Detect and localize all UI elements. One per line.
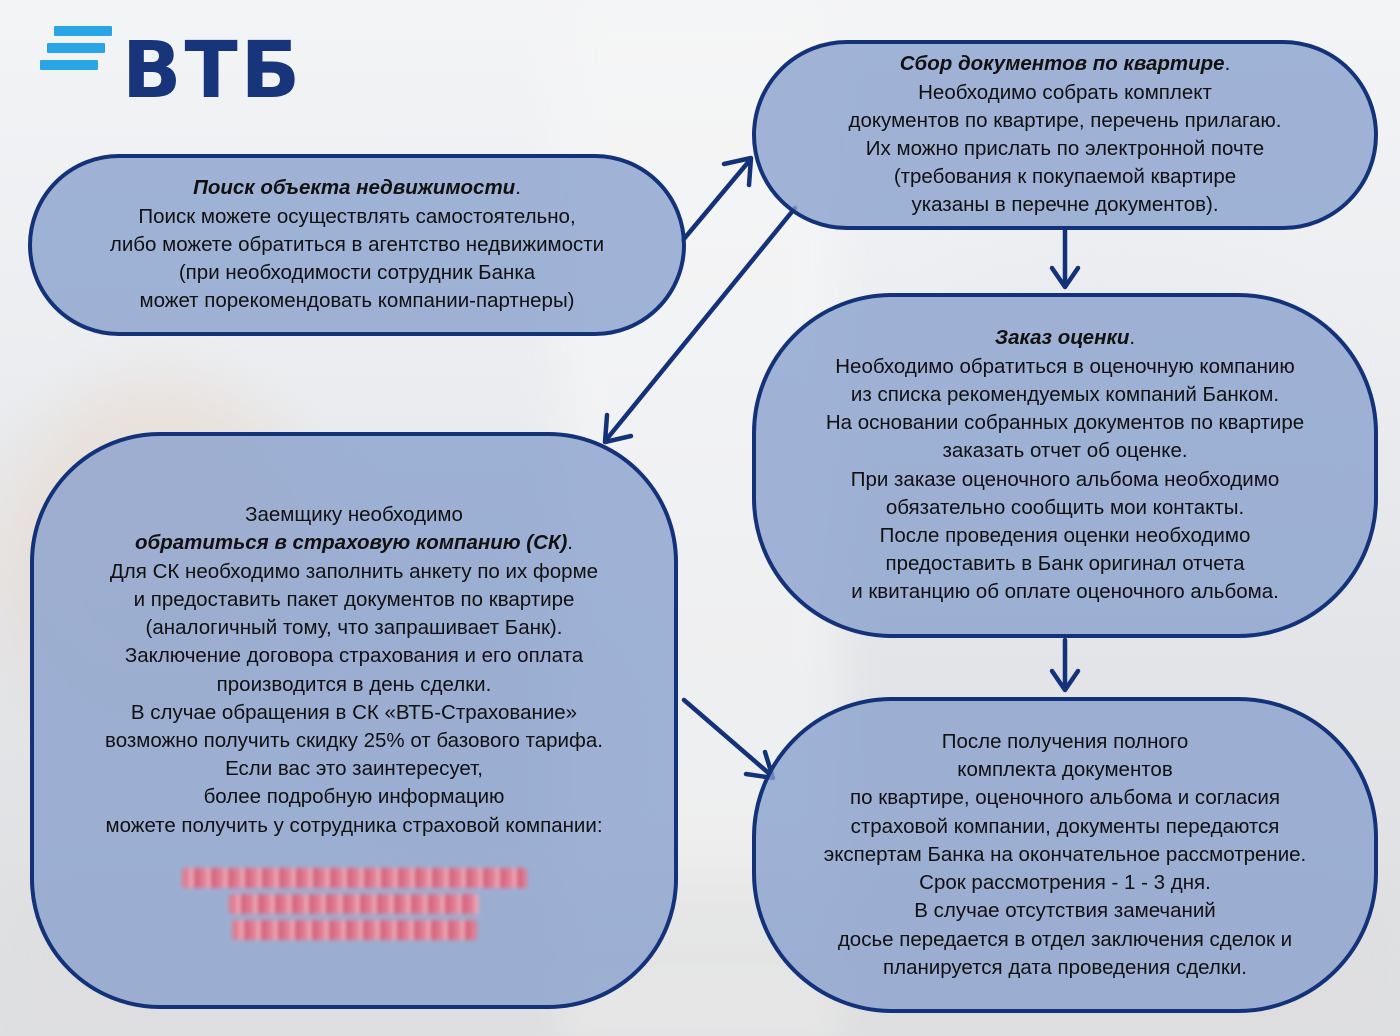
step-text-line: из списка рекомендуемых компаний Банком.	[850, 382, 1280, 406]
step-collect-documents	[752, 40, 1378, 230]
step-title-line: Сбор документов по квартире.	[899, 52, 1231, 76]
step-text-line: Если вас это заинтересует,	[225, 757, 483, 781]
step-text-line: возможно получить скидку 25% от базового тарифа.	[105, 728, 603, 752]
step-text-line: либо можете обратиться в агентство недвижимости	[109, 232, 605, 256]
step-text-line: производится в день сделки.	[216, 672, 492, 696]
step-text-line: Необходимо собрать комплект	[918, 80, 1212, 104]
step-title-line: Поиск объекта недвижимости.	[193, 176, 521, 200]
step-text-line: В случае отсутствия замечаний	[914, 899, 1216, 923]
step-text-line: (требования к покупаемой квартире	[893, 165, 1237, 189]
vtb-logo-text: ВТБ	[122, 26, 304, 116]
step-text-line: экспертам Банка на окончательное рассмотрение.	[823, 842, 1307, 866]
redacted-line	[229, 894, 479, 914]
step-title: Сбор документов по квартире	[899, 52, 1225, 76]
step-text-line: может порекомендовать компании-партнеры)	[139, 289, 575, 313]
step-text-line: Их можно прислать по электронной почте	[865, 137, 1265, 160]
step-title-line: Заказ оценки.	[994, 326, 1136, 350]
step-intro-line: Заемщику необходимо	[245, 503, 463, 527]
step-text-line: и квитанцию об оплате оценочного альбома.	[851, 580, 1279, 604]
arrow-insurance-to-final	[684, 700, 772, 776]
step-text-line: Необходимо обратиться в оценочную компанию	[835, 354, 1295, 378]
step-text-line: планируется дата проведения сделки.	[883, 955, 1247, 979]
step-text-line: можете получить у сотрудника страховой компании:	[105, 813, 603, 837]
step-title: Поиск объекта недвижимости	[193, 176, 516, 200]
step-search-property	[28, 154, 686, 336]
step-text-line: комплекта документов	[957, 758, 1173, 782]
step-text-line: указаны в перечне документов).	[911, 193, 1219, 217]
step-text-line: Срок рассмотрения - 1 - 3 дня.	[919, 871, 1211, 895]
step-title: обратиться в страховую компанию (СК)	[134, 531, 568, 555]
step-text-line: После проведения оценки необходимо	[879, 523, 1251, 547]
redacted-line	[232, 920, 477, 940]
step-text-line: На основании собранных документов по квартире	[825, 411, 1305, 435]
step-order-evaluation	[752, 293, 1378, 638]
arrow-search-to-docs	[683, 160, 750, 240]
step-text-line: При заказе оценочного альбома необходимо	[850, 467, 1280, 491]
step-text-line: заказать отчет об оценке.	[942, 439, 1188, 463]
step-text-line: В случае обращения в СК «ВТБ-Страхование»	[130, 700, 578, 724]
step-final-review	[752, 697, 1378, 1013]
step-text-line: Для СК необходимо заполнить анкету по их форме	[109, 559, 599, 583]
redacted-line	[182, 868, 527, 888]
step-text-line: Поиск можете осуществлять самостоятельно,	[138, 204, 576, 228]
step-text-line: страховой компании, документы передаются	[850, 814, 1280, 838]
step-title: Заказ оценки	[994, 326, 1130, 350]
step-text-line: более подробную информацию	[203, 785, 505, 809]
step-text-line: (при необходимости сотрудник Банка	[178, 261, 536, 285]
step-text-line: по квартире, оценочного альбома и согласия	[850, 786, 1280, 810]
step-text-line: досье передается в отдел заключения сделок и	[837, 927, 1293, 951]
step-text-line: и предоставить пакет документов по квартире	[133, 587, 575, 611]
step-insurance-company	[30, 432, 678, 1009]
step-text-line: обязательно сообщить мои контакты.	[885, 495, 1245, 519]
step-text-line: После получения полного	[941, 730, 1189, 754]
step-text-line: предоставить в Банк оригинал отчета	[885, 552, 1245, 576]
redacted-contact-info	[182, 868, 527, 940]
step-title-line: обратиться в страховую компанию (СК).	[134, 531, 573, 555]
step-text-line: документов по квартире, перечень прилагаю.	[848, 108, 1282, 132]
step-text-line: (аналогичный тому, что запрашивает Банк).	[145, 616, 563, 640]
step-text-line: Заключение договора страхования и его оплата	[124, 644, 584, 668]
